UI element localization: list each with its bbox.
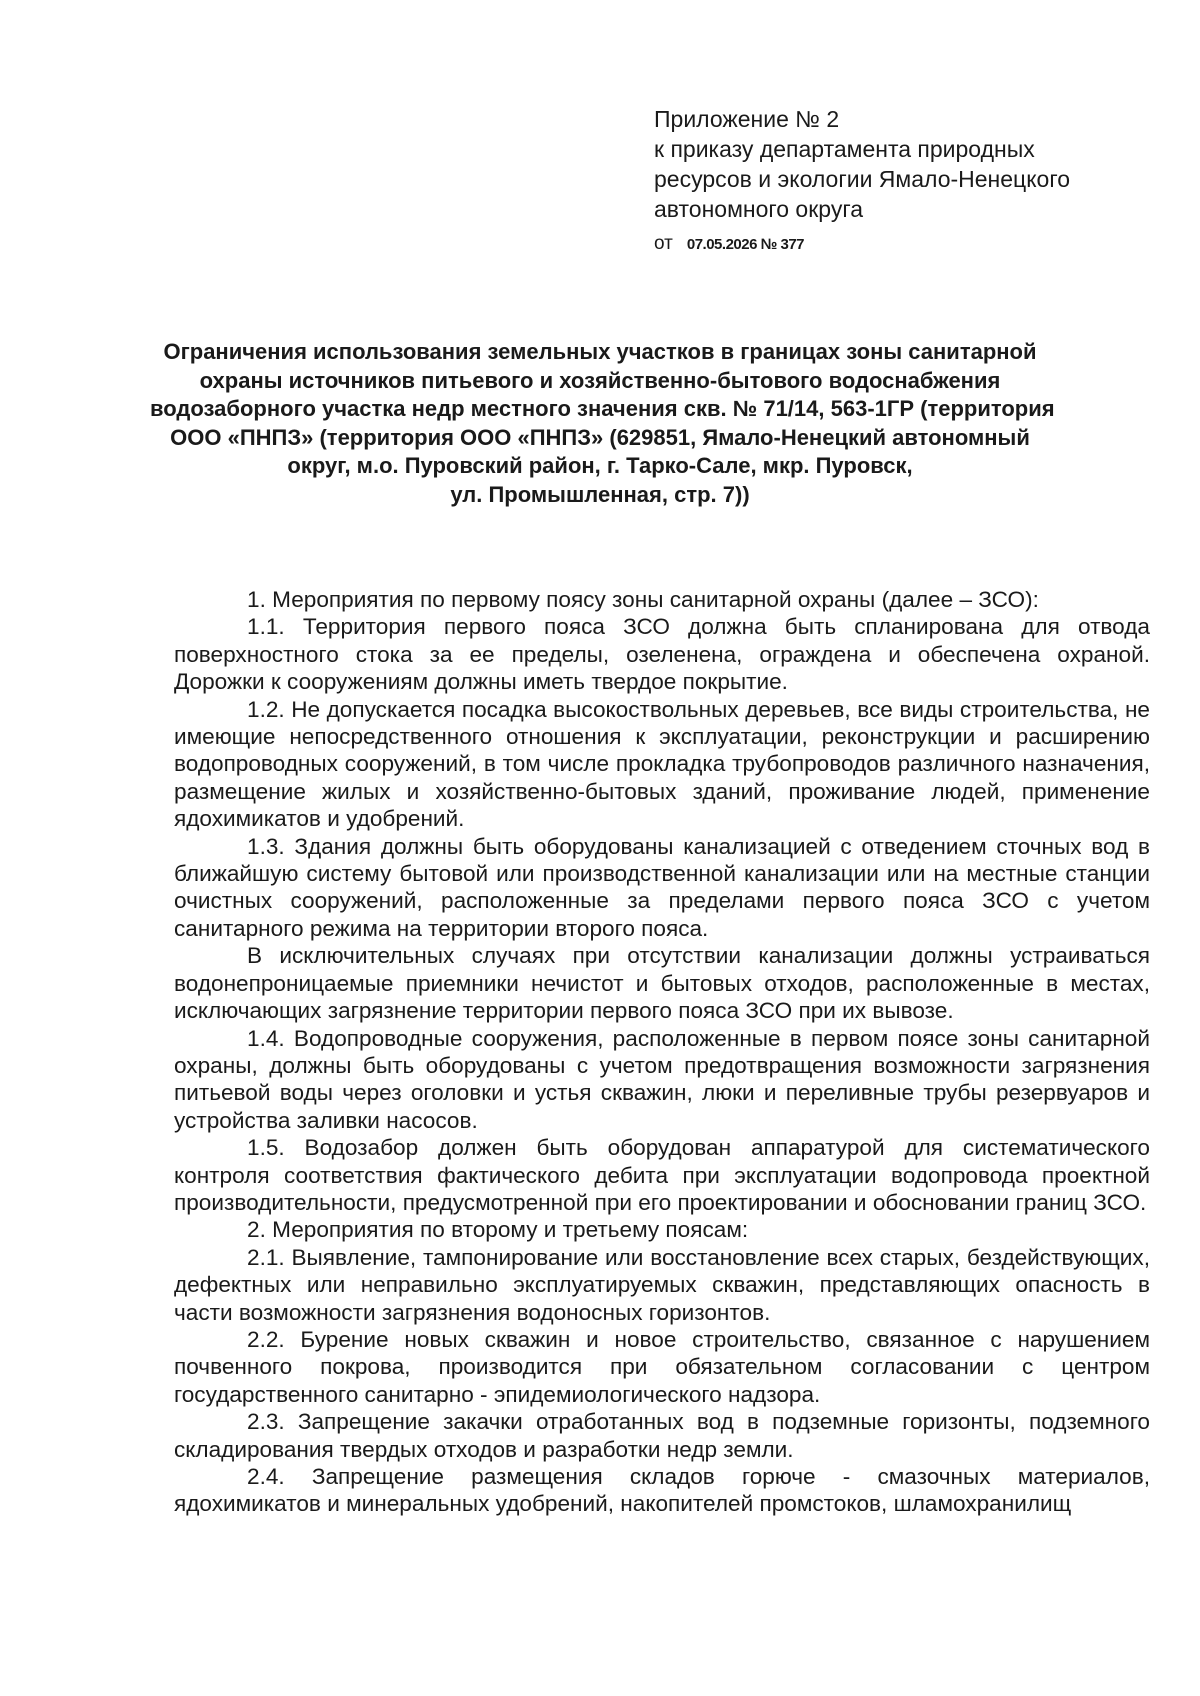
title-line: охраны источников питьевого и хозяйственно-бытового водоснабжения (199, 367, 1001, 393)
paragraph: 2.1. Выявление, тампонирование или восстановление всех старых, бездействующих, дефектных или неправильно эксплуатируемых скважин, представляющих опасность в части возможности загрязнения водоносных горизонтов. (174, 1244, 1150, 1325)
appendix-line: к приказу департамента природных (654, 136, 1035, 162)
appendix-line: ресурсов и экологии Ямало-Ненецкого (654, 166, 1070, 192)
title-line: Ограничения использования земельных участков в границах зоны санитарной (163, 339, 1037, 364)
title-line: ООО «ПНПЗ» (территория ООО «ПНПЗ» (629851, Ямало-Ненецкий автономный (170, 424, 1030, 450)
paragraph: 1.5. Водозабор должен быть оборудован аппаратурой для систематического контроля соответствия фактического дебита при эксплуатации водопровода проектной производительности, предусмотренной при его проектировании и обосновании границ ЗСО. (174, 1135, 1150, 1215)
order-date-line (654, 226, 1134, 260)
paragraph: 1.1. Территория первого пояса ЗСО должна быть спланирована для отвода поверхностного стока за ее пределы, озеленена, ограждена и обеспечена охраной. Дорожки к сооружениям должны иметь твердое покрытие. (174, 614, 1150, 695)
paragraph: 1. Мероприятия по первому поясу зоны санитарной охраны (далее – ЗСО): (247, 587, 1039, 612)
document-title (150, 338, 1055, 509)
date-prefix: от (654, 233, 673, 254)
document-body (174, 586, 1150, 1518)
paragraph: 1.4. Водопроводные сооружения, расположенные в первом поясе зоны санитарной охраны, должны быть оборудованы с учетом предотвращения возможности загрязнения питьевой воды через оголовки и устья скважин, люки и переливные трубы резервуаров и устройства заливки насосов. (174, 1025, 1150, 1133)
title-line: ул. Промышленная, стр. 7)) (450, 481, 750, 507)
paragraph: В исключительных случаях при отсутствии канализации должны устраиваться водонепроницаемые приемники нечистот и бытовых отходов, расположенные в местах, исключающих загрязнение территории первого пояса ЗСО при их вывозе. (174, 943, 1150, 1024)
paragraph: 2.4. Запрещение размещения складов горюче - смазочных материалов, ядохимикатов и минеральных удобрений, накопителей промстоков, шламохранилищ (174, 1464, 1150, 1517)
appendix-line: Приложение № 2 (654, 106, 840, 132)
order-date-number: 07.05.2026 № 377 (686, 236, 805, 253)
paragraph: 1.2. Не допускается посадка высокоствольных деревьев, все виды строительства, не имеющие непосредственного отношения к эксплуатации, реконструкции и расширению водопроводных сооружений, в том числе прокладка трубопроводов различного назначения, размещение жилых и хозяйственно-бытовых зданий, проживание людей, применение ядохимикатов и удобрений. (174, 696, 1150, 832)
title-line: водозаборного участка недр местного значения скв. № 71/14, 563-1ГР (территория (150, 396, 1055, 421)
paragraph: 2.3. Запрещение закачки отработанных вод в подземные горизонты, подземного складирования твердых отходов и разработки недр земли. (174, 1409, 1150, 1462)
title-line: округ, м.о. Пуровский район, г. Тарко-Сале, мкр. Пуровск, (287, 453, 913, 478)
paragraph: 2.2. Бурение новых скважин и новое строительство, связанное с нарушением почвенного покрова, производится при обязательном согласовании с центром государственного санитарно - эпидемиологического надзора. (174, 1326, 1150, 1407)
appendix-line: автономного округа (654, 196, 863, 222)
paragraph: 2. Мероприятия по второму и третьему поясам: (247, 1217, 749, 1243)
appendix-header (654, 104, 1134, 260)
paragraph: 1.3. Здания должны быть оборудованы канализацией с отведением сточных вод в ближайшую систему бытовой или производственной канализации или на местные станции очистных сооружений, расположенные за пределами первого пояса ЗСО с учетом санитарного режима на территории второго пояса. (174, 833, 1150, 941)
